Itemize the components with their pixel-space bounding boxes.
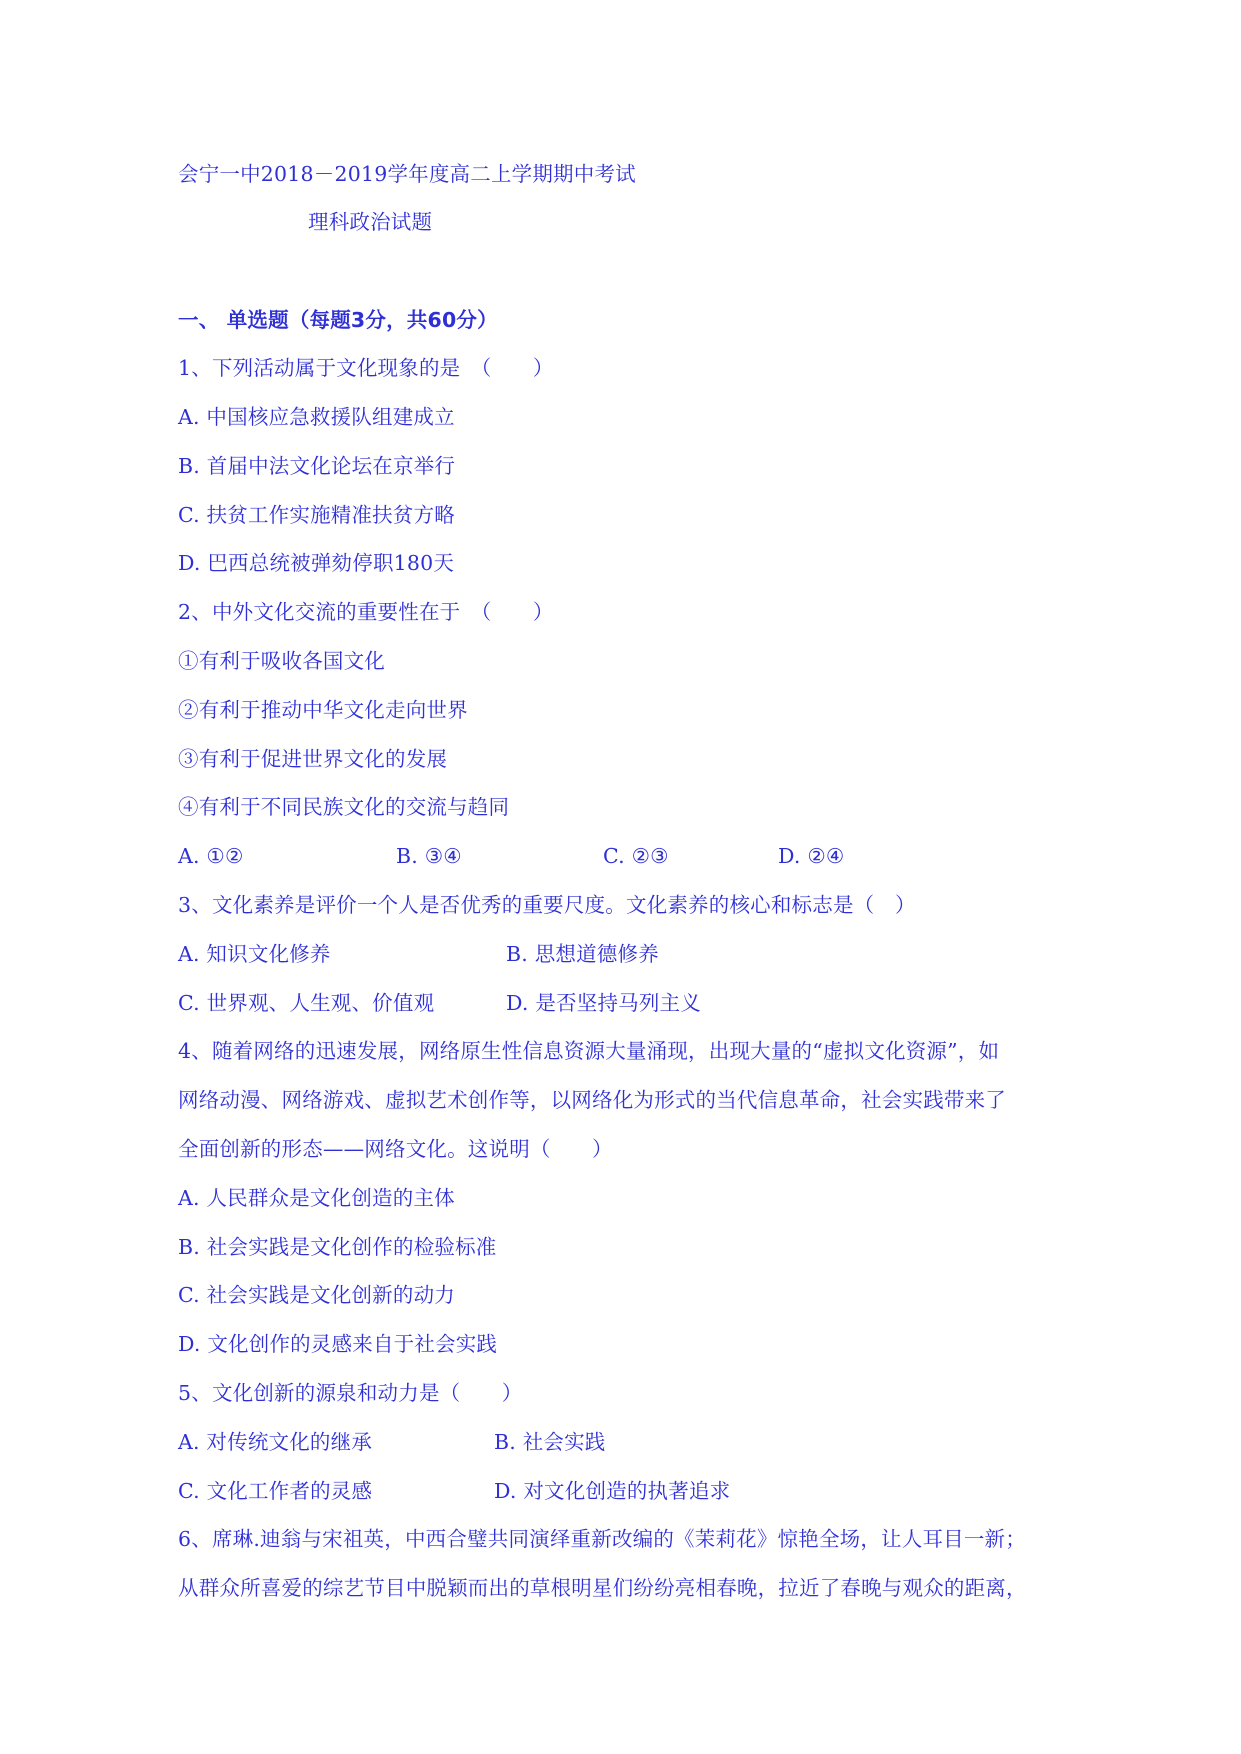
question-4-option-c: C. 社会实践是文化创新的动力 <box>178 1283 455 1307</box>
question-3-option-b: B. 思想道德修养 <box>506 942 659 966</box>
question-4-option-a: A. 人民群众是文化创造的主体 <box>178 1186 455 1210</box>
question-1-option-b: B. 首届中法文化论坛在京举行 <box>178 454 456 478</box>
question-5-option-a: A. 对传统文化的继承 <box>178 1430 373 1454</box>
question-1-option-d: D. 巴西总统被弹劾停职180天 <box>178 551 455 575</box>
question-1-option-a: A. 中国核应急救援队组建成立 <box>178 405 455 429</box>
question-2-option-c: C. ②③ <box>603 844 669 868</box>
question-2-item-1: ①有利于吸收各国文化 <box>178 649 385 673</box>
question-4-stem-line-3: 全面创新的形态——网络文化。这说明（ ） <box>178 1137 613 1161</box>
exam-subtitle: 理科政治试题 <box>308 210 433 234</box>
section-heading: 一、 单选题（每题3分，共60分） <box>178 308 498 332</box>
question-5-option-d: D. 对文化创造的执著追求 <box>494 1479 731 1503</box>
question-1-option-c: C. 扶贫工作实施精准扶贫方略 <box>178 503 455 527</box>
exam-title: 会宁一中2018－2019学年度高二上学期期中考试 <box>178 162 636 186</box>
question-4-stem-line-2: 网络动漫、网络游戏、虚拟艺术创作等，以网络化为形式的当代信息革命，社会实践带来了 <box>178 1088 1006 1112</box>
question-5-stem: 5、文化创新的源泉和动力是（ ） <box>178 1381 523 1405</box>
question-3-option-c: C. 世界观、人生观、价值观 <box>178 991 435 1015</box>
question-2-option-d: D. ②④ <box>778 844 845 868</box>
question-3-option-d: D. 是否坚持马列主义 <box>506 991 701 1015</box>
question-4-option-d: D. 文化创作的灵感来自于社会实践 <box>178 1332 498 1356</box>
question-1-stem: 1、下列活动属于文化现象的是 （ ） <box>178 356 554 380</box>
question-6-stem-line-2: 从群众所喜爱的综艺节目中脱颖而出的草根明星们纷纷亮相春晚，拉近了春晚与观众的距离， <box>178 1576 1027 1600</box>
question-6-stem-line-1: 6、席琳.迪翁与宋祖英，中西合璧共同演绎重新改编的《茉莉花》惊艳全场，让人耳目一新； <box>178 1527 1026 1551</box>
question-2-option-b: B. ③④ <box>396 844 462 868</box>
question-4-option-b: B. 社会实践是文化创作的检验标准 <box>178 1235 497 1259</box>
question-2-stem: 2、中外文化交流的重要性在于 （ ） <box>178 600 554 624</box>
question-2-item-4: ④有利于不同民族文化的交流与趋同 <box>178 795 510 819</box>
question-3-stem: 3、文化素养是评价一个人是否优秀的重要尺度。文化素养的核心和标志是（ ） <box>178 893 916 917</box>
question-3-option-a: A. 知识文化修养 <box>178 942 331 966</box>
question-5-option-c: C. 文化工作者的灵感 <box>178 1479 373 1503</box>
question-2-item-2: ②有利于推动中华文化走向世界 <box>178 698 468 722</box>
question-5-option-b: B. 社会实践 <box>494 1430 606 1454</box>
question-2-item-3: ③有利于促进世界文化的发展 <box>178 747 448 771</box>
question-4-stem-line-1: 4、随着网络的迅速发展，网络原生性信息资源大量涌现，出现大量的“虚拟文化资源”，如 <box>178 1039 1000 1063</box>
question-2-option-a: A. ①② <box>178 844 244 868</box>
